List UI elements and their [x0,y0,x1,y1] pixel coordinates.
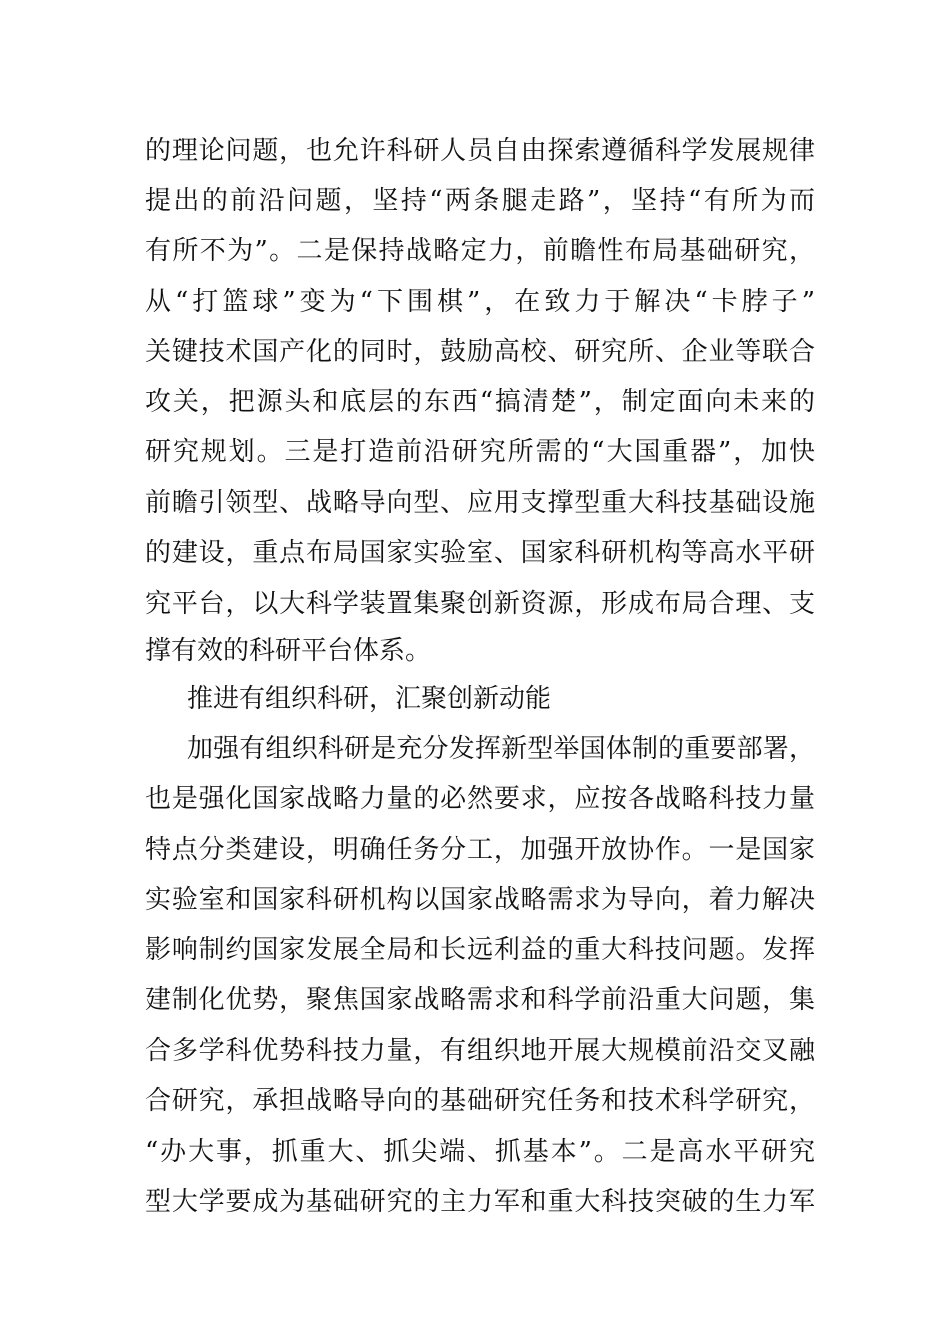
paragraph-line: 的理论问题，也允许科研人员自由探索遵循科学发展规律 [145,136,815,166]
paragraph-line: 的建设，重点布局国家实验室、国家科研机构等高水平研 [145,538,815,568]
paragraph-line: 前瞻引领型、战略导向型、应用支撑型重大科技基础设施 [145,488,815,518]
paragraph-line: 研究规划。三是打造前沿研究所需的“大国重器”，加快 [145,437,815,467]
paragraph-line: 攻关，把源头和底层的东西“搞清楚”，制定面向未来的 [145,387,815,417]
paragraph-line: 从“打篮球”变为“下围棋”，在致力于解决“卡脖子” [145,287,815,317]
paragraph-line: 建制化优势，聚焦国家战略需求和科学前沿重大问题，集 [145,985,815,1015]
paragraph-line: 加强有组织科研是充分发挥新型举国体制的重要部署， [187,734,815,764]
paragraph-line: “办大事，抓重大、抓尖端、抓基本”。二是高水平研究 [145,1137,815,1167]
paragraph-line: 特点分类建设，明确任务分工，加强开放协作。一是国家 [145,835,815,865]
section-heading: 推进有组织科研，汇聚创新动能 [187,684,552,714]
paragraph-line: 也是强化国家战略力量的必然要求，应按各战略科技力量 [145,784,815,814]
paragraph-line: 撑有效的科研平台体系。 [145,636,432,666]
paragraph-line: 合多学科优势科技力量，有组织地开展大规模前沿交叉融 [145,1036,815,1066]
paragraph-line: 究平台，以大科学装置集聚创新资源，形成布局合理、支 [145,589,815,619]
paragraph-line: 关键技术国产化的同时，鼓励高校、研究所、企业等联合 [145,337,815,367]
paragraph-line: 实验室和国家科研机构以国家战略需求为导向，着力解决 [145,885,815,915]
paragraph-line: 合研究，承担战略导向的基础研究任务和技术科学研究， [145,1086,815,1116]
paragraph-line: 影响制约国家发展全局和长远利益的重大科技问题。发挥 [145,935,815,965]
paragraph-line: 型大学要成为基础研究的主力军和重大科技突破的生力军 [145,1187,815,1217]
paragraph-line: 提出的前沿问题，坚持“两条腿走路”，坚持“有所为而 [145,186,815,216]
paragraph-line: 有所不为”。二是保持战略定力，前瞻性布局基础研究， [145,236,815,266]
